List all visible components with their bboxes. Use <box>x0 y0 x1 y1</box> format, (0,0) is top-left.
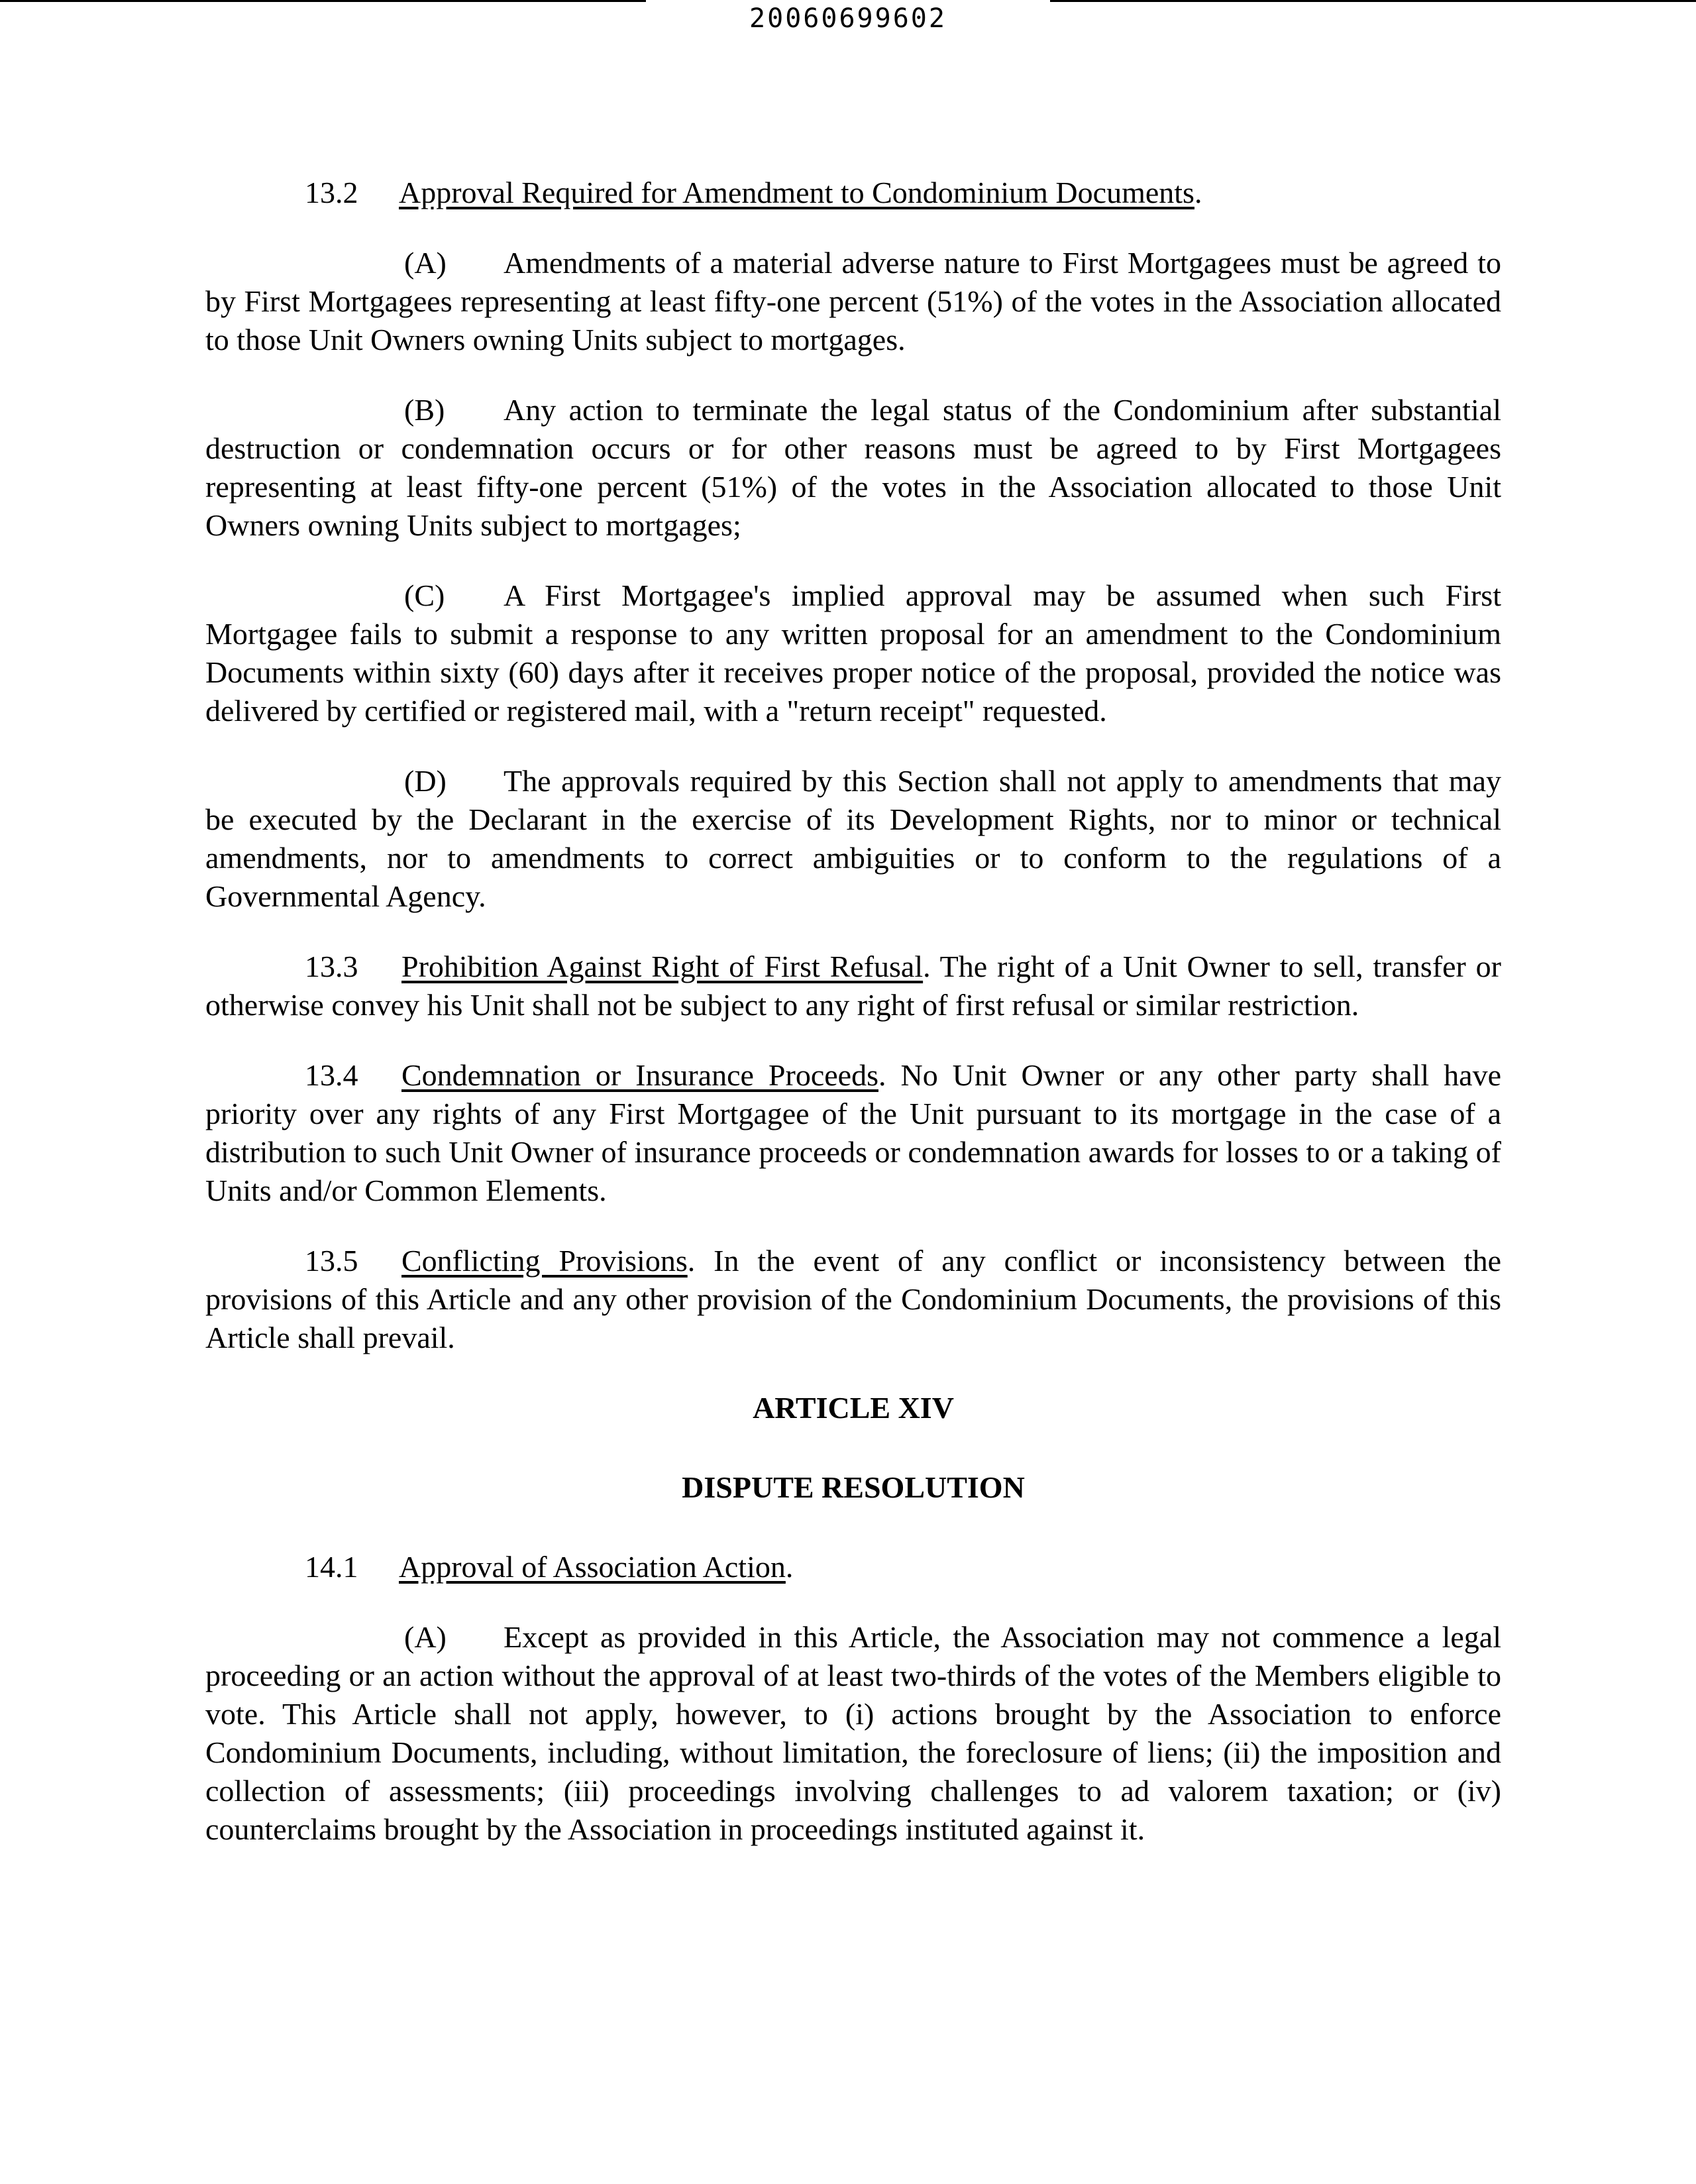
document-body <box>205 174 1501 1881</box>
article-subheading: DISPUTE RESOLUTION <box>682 1470 1025 1504</box>
section-number: 14.1 <box>305 1550 358 1584</box>
section-13-3 <box>205 948 1501 1024</box>
section-title: Prohibition Against Right of First Refusal <box>401 950 924 983</box>
section-text: . No Unit Owner or any other party shall have priority over any rights of any First Mortgagee of the Unit pursuant to its mortgage in the case of a distribution to such Unit Owner of insurance proceeds or condemnation awards for losses to or a taking of Units and/or Common Elements. <box>205 1058 1501 1207</box>
section-13-2-d <box>205 762 1501 916</box>
subsection-label: (A) <box>404 246 447 280</box>
section-14-1-a <box>205 1618 1501 1849</box>
section-number: 13.4 <box>305 1058 358 1092</box>
subsection-text: Any action to terminate the legal status of the Condominium after substantial destruction or condemnation occurs or for other reasons must be agreed to by First Mortgagees representing at least fifty-one percent (51%) of the votes in the Association allocated to those Unit Owners owning Units subject to mortgages; <box>205 393 1501 542</box>
section-13-4 <box>205 1056 1501 1210</box>
subsection-text: Amendments of a material adverse nature to First Mortgagees must be agreed to by First Mortgagees representing at least fifty-one percent (51%) of the votes in the Association allocated to those Unit Owners owning Units subject to mortgages. <box>205 246 1501 356</box>
section-13-5 <box>205 1242 1501 1357</box>
subsection-label: (C) <box>404 578 445 612</box>
subsection-text: A First Mortgagee's implied approval may be assumed when such First Mortgagee fails to submit a response to any written proposal for an amendment to the Condominium Documents within sixty (60) days after it receives proper notice of the proposal, provided the notice was delivered by certified or registered mail, with a "return receipt" requested. <box>205 578 1501 728</box>
document-number: 20060699602 <box>749 3 947 34</box>
section-13-2-b <box>205 391 1501 545</box>
article-heading: ARTICLE XIV <box>753 1391 954 1425</box>
section-title: Condemnation or Insurance Proceeds <box>401 1058 878 1092</box>
subsection-label: (A) <box>404 1620 447 1654</box>
section-14-1-heading <box>205 1548 1501 1586</box>
section-number: 13.2 <box>305 176 358 209</box>
section-title-punct: . <box>1194 176 1202 209</box>
section-number: 13.3 <box>305 950 358 983</box>
section-13-2-c <box>205 576 1501 730</box>
section-13-2-a <box>205 244 1501 359</box>
section-13-2-heading <box>205 174 1501 212</box>
section-title-punct: . <box>785 1550 794 1584</box>
section-title: Conflicting Provisions <box>401 1244 688 1278</box>
section-number: 13.5 <box>305 1244 358 1278</box>
section-title: Approval Required for Amendment to Condominium Documents <box>399 176 1194 209</box>
subsection-label: (B) <box>404 393 445 427</box>
subsection-text: The approvals required by this Section shall not apply to amendments that may be executed by the Declarant in the exercise of its Development Rights, nor to minor or technical amendments, nor to amendments to correct ambiguities or to conform to the regulations of a Governmental Agency. <box>205 764 1501 913</box>
subsection-label: (D) <box>404 764 447 798</box>
section-text: . The right of a Unit Owner to sell, transfer or otherwise convey his Unit shall not be subject to any right of first refusal or similar restriction. <box>205 950 1502 1022</box>
section-text: . In the event of any conflict or inconsistency between the provisions of this Article and any other provision of the Condominium Documents, the provisions of this Article shall prevail. <box>205 1244 1501 1354</box>
section-title: Approval of Association Action <box>399 1550 786 1584</box>
subsection-text: Except as provided in this Article, the Association may not commence a legal proceeding or an action without the approval of at least two-thirds of the votes of the Members eligible to vote. This Article shall not apply, however, to (i) actions brought by the Association to enforce Condominium Documents, including, without limitation, the foreclosure of liens; (ii) the imposition and collection of assessments; (iii) proceedings involving challenges to ad valorem taxation; or (iv) counterclaims brought by the Association in proceedings instituted against it. <box>205 1620 1501 1846</box>
